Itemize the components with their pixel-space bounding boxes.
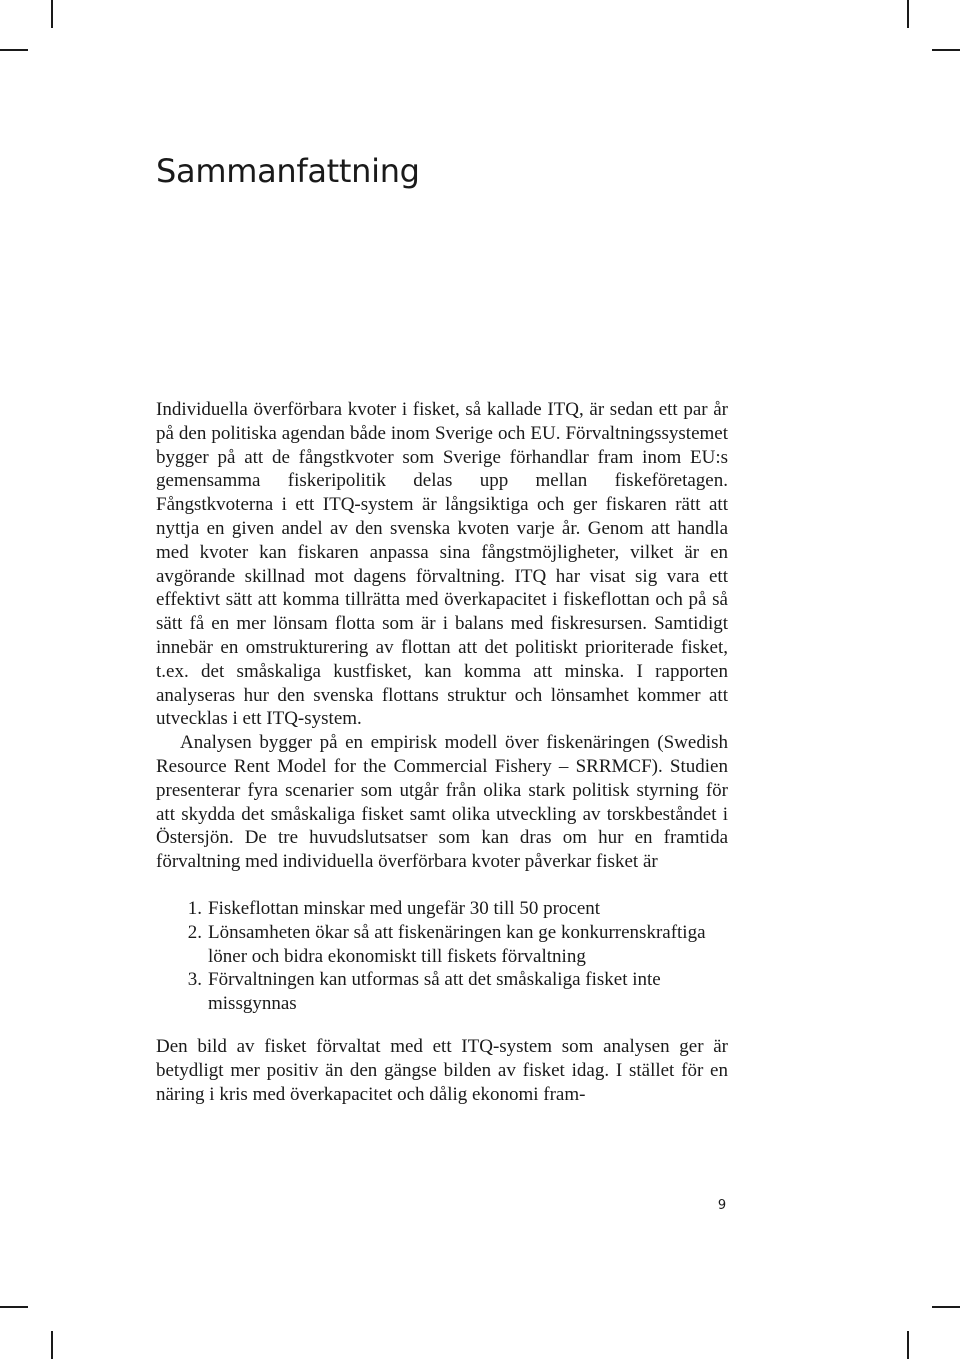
document-body <box>156 398 728 1106</box>
crop-mark-bottom-right-horizontal <box>932 1306 960 1308</box>
crop-mark-top-left-vertical <box>51 0 53 28</box>
intro-paragraph: Individuella överförbara kvoter i fisket, så kallade ITQ, är sedan ett par år på den politiska agendan både inom Sverige och EU. Förvaltningssystemet bygger på att de fångstkvoter som Sverige förhandlar fram inom EU:s gemensamma fiskeripolitik delas upp mellan fiskeföretagen. Fångstkvoterna i ett ITQ-system är långsiktiga och ger fiskaren rätt att nyttja en given andel av den svenska kvoten varje år. Genom att handla med kvoter kan fiskaren anpassa sina fångstmöjligheter, vilket är en avgörande skillnad mot dagens förvaltning. ITQ har visat sig vara ett effektivt sätt att komma tillrätta med överkapacitet i fiskeflottan och på så sätt få en mer lönsam flotta som är i balans med fiskresursen. Samtidigt innebär en omstrukturering av flottan att det politiskt prioriterade fisket, t.ex. det småskaliga kustfisket, kan komma att minska. I rapporten analyseras hur den svenska flottans struktur och lönsamhet kommer att utvecklas i ett ITQ-system. <box>156 399 728 730</box>
list-item <box>156 968 728 1016</box>
conclusions-list <box>156 897 728 1016</box>
list-item-text: Lönsamheten ökar så att fiskenäringen kan ge konkurrenskraftiga löner och bidra ekonomiskt till fiskets förvaltning <box>208 921 706 967</box>
list-item-text: Förvaltningen kan utformas så att det småskaliga fisket inte missgynnas <box>208 969 661 1015</box>
list-item-number: 1. <box>187 897 202 919</box>
list-item <box>156 897 728 921</box>
list-item-text: Fiskeflottan minskar med ungefär 30 till 50 procent <box>208 897 601 919</box>
list-item <box>156 921 728 969</box>
crop-mark-top-left-horizontal <box>0 49 28 51</box>
crop-mark-bottom-right-vertical <box>907 1331 909 1359</box>
list-item-number: 3. <box>187 969 202 991</box>
page-title: Sammanfattning <box>156 152 420 190</box>
analysis-paragraph: Analysen bygger på en empirisk modell över fiskenäringen (Swedish Resource Rent Model for the Commercial Fishery – SRRMCF). Studien presenterar fyra scenarier som utgår från olika stark politisk styrning för att skydda det småskaliga fisket samt olika utveckling av torskbeståndet i Östersjön. De tre huvudslutsatser som kan dras om hur en framtida förvaltning med individuella överförbara kvoter påverkar fisket är <box>156 732 728 873</box>
list-item-number: 2. <box>187 921 202 943</box>
crop-mark-top-right-horizontal <box>932 49 960 51</box>
closing-paragraph: Den bild av fisket förvaltat med ett ITQ-system som analysen ger är betydligt mer positiv än den gängse bilden av fisket idag. I stället för en näring i kris med överkapacitet och dålig ekonomi fram- <box>156 1035 728 1105</box>
crop-mark-top-right-vertical <box>907 0 909 28</box>
crop-mark-bottom-left-vertical <box>51 1331 53 1359</box>
crop-mark-bottom-left-horizontal <box>0 1306 28 1308</box>
page-number: 9 <box>717 1198 727 1213</box>
